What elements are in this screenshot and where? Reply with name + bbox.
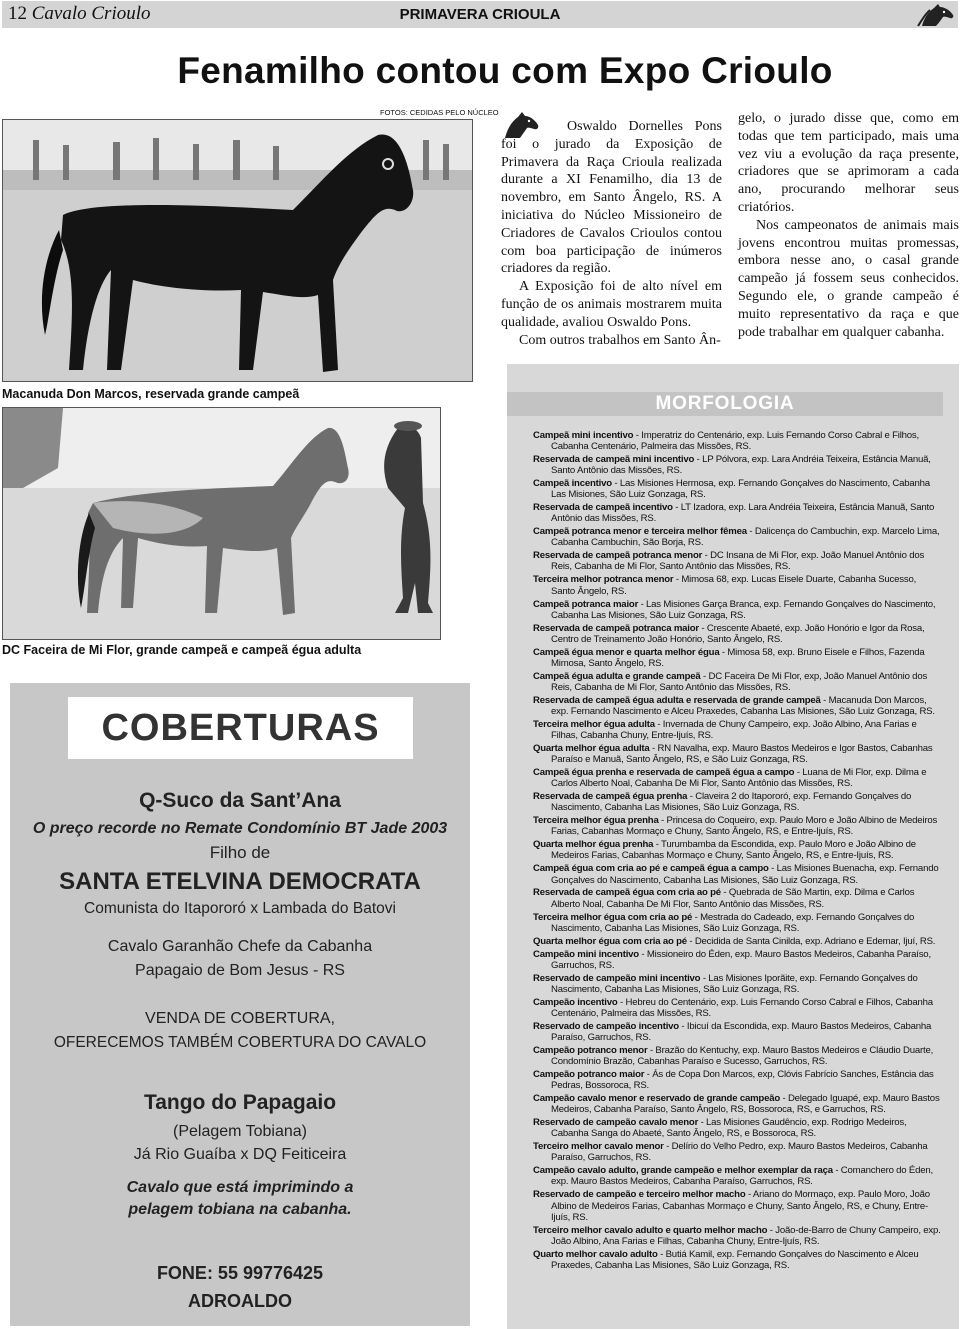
result-entry — [533, 502, 941, 524]
result-entry — [533, 1117, 941, 1139]
photo-caption-1: Macanuda Don Marcos, reservada grande campeã — [2, 387, 300, 401]
result-detail: - Ariano do Mormaço, exp. Paulo Moro, João Albino de Medeiros Farias, Cabanhas Mormaço e Chuny, Santo Ângelo, RS, e Chuny, Entre-Ijuís, RS. — [551, 1189, 930, 1223]
result-detail: - Claveira 2 do Itapororó, exp. Fernando Gonçalves do Nascimento, Cabanha Las Misiones, São Luiz Gonzaga, RS. — [551, 791, 912, 814]
result-entry — [533, 743, 941, 765]
article-paragraph: Nos campeonatos de animais mais jovens encontrou muitas promessas, embora nesse ano, o casal grande campeão já fossem seus conhecidos. Segundo ele, o grande campeão é muito representativo da raça e que pode trabalhar em qualquer cabanha. — [738, 217, 959, 340]
result-award: Reservada de campeã potranca maior — [533, 622, 699, 634]
result-detail: - Invernada de Chuny Campeiro, exp. João Albino, Ana Farias e Filhas, Cabanha Chuny, Entre-Ijuís, RS. — [551, 718, 917, 742]
ad-coat: (Pelagem Tobiana) — [172, 1123, 307, 1140]
ad-horse2-name: Tango do Papagaio — [143, 1091, 337, 1114]
result-entry — [533, 997, 941, 1019]
result-award: Reservada de campeã égua adulta e reservada de grande campeã — [533, 694, 821, 706]
result-detail: - Mestrada do Cadeado, exp. Fernando Gonçalves do Nascimento, Cabanha Las Misiones, São Luiz Gonzaga, RS. — [551, 911, 915, 934]
result-entry — [533, 863, 941, 885]
result-detail: - Delírio do Velho Pedro, exp. Mauro Bastos Medeiros, Cabanha Paraíso, Garruchos, RS. — [551, 1141, 928, 1164]
result-award: Campeão incentivo — [533, 996, 618, 1008]
result-detail: - Crescente Abaeté, exp. João Honório e Igor da Rosa, Centro de Treinamento João Honório, Santo Ângelo, RS. — [551, 622, 925, 645]
ad-son-of: Filho de — [209, 843, 271, 862]
result-award: Quarta melhor égua com cria ao pé — [533, 935, 687, 947]
result-detail: - LT Izadora, exp. Lara Andréia Teixeira, Estância Manuã, Santo Antônio das Missões, RS. — [551, 502, 935, 525]
ad-role-line-1: Cavalo Garanhão Chefe da Cabanha — [107, 938, 373, 955]
result-entry — [533, 671, 941, 693]
ad-tagline-1: Cavalo que está imprimindo a — [126, 1179, 354, 1196]
result-award: Terceiro melhor cavalo adulto e quarto melhor macho — [533, 1224, 768, 1236]
article-column-1 — [501, 118, 722, 349]
result-entry — [533, 719, 941, 741]
result-award: Campeã égua adulta e grande campeã — [533, 670, 701, 682]
morfologia-title: MORFOLOGIA — [655, 393, 795, 414]
result-entry — [533, 526, 941, 548]
result-detail: - João-de-Barro de Chuny Campeiro, exp. João Albino, Ana Farias e Filhas, Cabanha Chuny, Entre-Ijuís, RS. — [551, 1224, 941, 1247]
result-award: Campeã incentivo — [533, 478, 612, 490]
result-award: Reservada de campeã mini incentivo — [533, 454, 695, 466]
result-entry — [533, 1165, 941, 1187]
result-entry — [533, 887, 941, 909]
result-entry — [533, 839, 941, 861]
result-award: Campeã potranca menor e terceira melhor fêmea — [533, 526, 747, 538]
result-entry — [533, 767, 941, 789]
ad-record: O preço recorde no Remate Condomínio BT Jade 2003 — [32, 820, 448, 837]
result-entry — [533, 1141, 941, 1163]
ad-sire: SANTA ETELVINA DEMOCRATA — [59, 868, 421, 895]
result-detail: - Turumbamba da Escondida, exp. Paulo Moro e João Albino de Medeiros Farias, Cabanhas Mormaço e Chuny, Santo Ângelo, RS, e Entre-Ijuís, RS. — [551, 839, 916, 862]
result-award: Quarta melhor égua prenha — [533, 839, 654, 851]
result-award: Reservada de campeã égua com cria ao pé — [533, 887, 721, 899]
ad-tagline-2: pelagem tobiana na cabanha. — [128, 1201, 352, 1218]
result-detail: - Princesa do Coqueiro, exp. Paulo Moro e João Albino de Medeiros Farias, Cabanhas Mormaço e Chuny, Santo Ângelo, RS, e Entre-Ijuís, RS. — [551, 815, 938, 838]
horse-head-icon — [916, 2, 956, 28]
headline: Fenamilho contou com Expo Crioulo — [177, 50, 833, 91]
result-entry — [533, 1225, 941, 1247]
result-award: Terceiro melhor cavalo menor — [533, 1141, 664, 1153]
article-paragraph: Oswaldo Dornelles Pons foi o jurado da Exposição de Primavera da Raça Crioula realizada durante a XI Fenamilho, dia 13 de novembro, em Santo Ângelo, RS. A iniciativa do Núcleo Missioneiro de Criadores de Cavalos Crioulos contou com boa participação de inúmeros criadores da região. — [501, 119, 722, 277]
result-award: Terceira melhor potranca menor — [533, 574, 674, 586]
result-entry — [533, 478, 941, 500]
result-entry — [533, 936, 941, 947]
result-award: Campeã potranca maior — [533, 598, 639, 610]
horse-photo-2-image — [3, 408, 440, 639]
result-award: Quarto melhor cavalo adulto — [533, 1248, 658, 1260]
result-entry — [533, 1189, 941, 1222]
result-detail: - Comanchero do Éden, exp. Mauro Bastos Medeiros, Cabanha Paraíso, Garruchos, RS. — [551, 1165, 933, 1188]
morfologia-results — [533, 430, 941, 1273]
result-entry — [533, 623, 941, 645]
result-detail: - Delegado Iguapé, exp. Mauro Bastos Medeiros, Cabanha Paraíso, Santo Ângelo, RS, Bossoroca, RS, e Garruchos, RS. — [551, 1093, 940, 1116]
result-award: Terceira melhor égua com cria ao pé — [533, 911, 693, 923]
result-entry — [533, 1249, 941, 1271]
result-detail: - Luana de Mi Flor, exp. Dilma e Carlos Alberto Noal, Cabanha De Mi Flor, Santo Antônio das Missões, RS. — [551, 767, 927, 790]
result-entry — [533, 599, 941, 621]
section-title: PRIMAVERA CRIOULA — [399, 6, 561, 23]
result-detail: - Imperatriz do Centenário, exp. Luis Fernando Corso Cabral e Filhos, Cabanha Centenário, Palmeira das Missões, RS. — [551, 430, 919, 453]
result-award: Campeã égua com cria ao pé e campeã égua a campo — [533, 863, 769, 875]
result-detail: - Las Misiones Buenacha, exp. Fernando Gonçalves do Nascimento, Cabanha Las Misiones, São Luiz Gonzaga, RS. — [551, 863, 939, 886]
result-entry — [533, 1045, 941, 1067]
ad-phone: FONE: 55 99776425 — [156, 1263, 324, 1283]
horse-photo-1-image — [3, 120, 472, 381]
result-award: Reservada de campeã incentivo — [533, 502, 673, 514]
result-award: Reservado de campeão mini incentivo — [533, 972, 701, 984]
result-entry — [533, 912, 941, 934]
page-number: 12 Cavalo Crioulo — [8, 3, 151, 24]
horse-photo-2 — [2, 407, 441, 640]
result-award: Terceira melhor égua adulta — [533, 718, 655, 730]
article-column-2 — [738, 110, 959, 341]
result-detail: - Mimosa 68, exp. Lucas Eisele Duarte, Cabanha Sucesso, Santo Ângelo, RS. — [551, 574, 917, 597]
result-award: Reservada de campeã potranca menor — [533, 550, 703, 562]
result-detail: - Macanuda Don Marcos, exp. Fernando Nascimento e Alceu Praxedes, Cabanha Las Misiones, São Luiz Gonzaga, RS. — [551, 694, 935, 717]
result-entry — [533, 1093, 941, 1115]
coberturas-ad — [10, 683, 470, 1326]
result-detail: - Brazão do Kentuchy, exp. Mauro Bastos Medeiros e Cláudio Duarte, Condomínio Brazão, Cabanhas Paraíso e Sucesso, Garruchos, RS. — [551, 1044, 934, 1068]
ad-horse1-name: Q-Suco da Sant’Ana — [139, 789, 341, 812]
result-award: Reservado de campeão cavalo menor — [533, 1117, 699, 1129]
result-award: Reservado de campeão e terceiro melhor macho — [533, 1189, 746, 1201]
horse-photo-1 — [2, 119, 473, 382]
result-award: Reservado de campeão incentivo — [533, 1020, 679, 1032]
result-detail: - LP Pólvora, exp. Lara Andréia Teixeira, Estância Manuã, Santo Antônio das Missões, RS. — [551, 454, 931, 477]
result-award: Campeão potranco menor — [533, 1044, 648, 1056]
result-entry — [533, 647, 941, 669]
result-entry — [533, 973, 941, 995]
result-entry — [533, 454, 941, 476]
result-detail: - Dalicença do Cambuchin, exp. Marcelo Lima, Cabanha Cambuchin, São Borja, RS. — [551, 526, 940, 549]
result-entry — [533, 1021, 941, 1043]
article-paragraph: gelo, o jurado disse que, como em todas que tem participado, mais uma vez viu a evolução da raça presente, criadores que se aprimoram a cada ano, procurando melhorar seus criatórios. — [738, 111, 959, 215]
result-entry — [533, 695, 941, 717]
result-detail: - Ás de Copa Don Marcos, exp, Clóvis Fabrício Sanches, Estância das Pedras, Bossoroca, RS. — [551, 1069, 934, 1092]
result-detail: - DC Insana de Mi Flor, exp. João Manuel Antônio dos Reis, Cabanha de Mi Flor, Santo Antônio das Missões, RS. — [551, 550, 925, 573]
result-award: Campeã égua menor e quarta melhor égua — [533, 646, 720, 658]
result-detail: - Butiá Kamil, exp. Fernando Gonçalves do Nascimento e Alceu Praxedes, Cabanha Las Misiones, São Luiz Gonzaga, RS. — [551, 1248, 919, 1271]
result-detail: - Las Misiones Hermosa, exp. Fernando Gonçalves do Nascimento, Cabanha Las Misiones, São Luiz Gonzaga, RS. — [551, 478, 930, 501]
result-detail: - Mimosa 58, exp. Bruno Eisele e Filhos, Fazenda Mimosa, Santo Ângelo, RS. — [551, 646, 925, 669]
article-paragraph: Com outros trabalhos em Santo Ân- — [519, 332, 721, 348]
result-entry — [533, 815, 941, 837]
result-award: Campeão cavalo adulto, grande campeão e melhor exemplar da raça — [533, 1165, 833, 1177]
result-entry — [533, 949, 941, 971]
result-award: Quarta melhor égua adulta — [533, 743, 650, 755]
ad-sale-line-1: VENDA DE COBERTURA, — [145, 1010, 335, 1027]
result-detail: - Las Misiones Gaudêncio, exp. Rodrigo Medeiros, Cabanha Sanga do Abaeté, Santo Ângelo, RS, e Bossoroca, RS. — [551, 1117, 907, 1140]
photo-caption-2: DC Faceira de Mi Flor, grande campeã e campeã égua adulta — [2, 643, 362, 657]
result-award: Campeão potranco maior — [533, 1069, 645, 1081]
result-entry — [533, 430, 941, 452]
result-award: Campeão cavalo menor e reservado de grande campeão — [533, 1093, 781, 1105]
result-award: Campeã mini incentivo — [533, 430, 634, 441]
result-award: Terceira melhor égua prenha — [533, 815, 659, 827]
ad-title: COBERTURAS — [101, 707, 380, 749]
result-entry — [533, 550, 941, 572]
result-detail: - Hebreu do Centenário, exp. Luis Fernando Corso Cabral e Filhos, Cabanha Centenário, Palmeira das Missões, RS. — [551, 996, 933, 1019]
result-award: Reservada de campeã égua prenha — [533, 791, 688, 803]
ad-sale-line-2: OFERECEMOS TAMBÉM COBERTURA DO CAVALO — [53, 1034, 427, 1051]
ad-horse2-parents: Já Rio Guaíba x DQ Feiticeira — [133, 1146, 347, 1163]
ad-role-line-2: Papagaio de Bom Jesus - RS — [135, 962, 345, 979]
result-detail: - RN Navalha, exp. Mauro Bastos Medeiros e Igor Bastos, Cabanhas Paraíso e Manuã, Santo Ângelo, RS, e São Luiz Gonzaga, RS. — [551, 743, 933, 766]
photo-credit: FOTOS: CEDIDAS PELO NÚCLEO — [380, 108, 499, 117]
result-detail: - Quebrada de São Martin, exp. Dilma e Carlos Alberto Noal, Cabanha De Mi Flor, Santo Antônio das Missões, RS. — [551, 887, 915, 910]
result-detail: - DC Faceira De Mi Flor, exp, João Manuel Antônio dos Reis, Cabanha de Mi Flor, Santo Antônio das Missões, RS. — [551, 670, 928, 693]
ad-contact: ADROALDO — [188, 1291, 292, 1311]
result-entry — [533, 791, 941, 813]
result-detail: - Decidida de Santa Cinilda, exp. Adriano e Edemar, Ijuí, RS. — [686, 935, 936, 947]
result-entry — [533, 574, 941, 596]
result-detail: - Las Misiones Garça Branca, exp. Fernando Gonçalves do Nascimento, Cabanha Las Misiones, São Luiz Gonzaga, RS. — [551, 598, 936, 621]
result-detail: - Las Misiones Iporãite, exp. Fernando Gonçalves do Nascimento, Cabanha Las Misiones, São Luiz Gonzaga, RS. — [551, 972, 918, 995]
ad-sire-parents: Comunista do Itapororó x Lambada do Batovi — [84, 900, 396, 917]
article-paragraph: A Exposição foi de alto nível em função de os animais mostrarem muita qualidade, avaliou Oswaldo Pons. — [501, 279, 722, 330]
result-detail: - Missioneiro do Éden, exp. Mauro Bastos Medeiros, Cabanha Paraíso, Garruchos, RS. — [551, 948, 931, 971]
result-award: Campeão mini incentivo — [533, 948, 639, 960]
result-detail: - Ibicuí da Escondida, exp. Mauro Bastos Medeiros, Cabanha Paraíso, Garruchos, RS. — [551, 1020, 932, 1043]
result-award: Campeã égua prenha e reservada de campeã égua a campo — [533, 767, 795, 779]
publication-name: Cavalo Crioulo — [31, 3, 151, 24]
result-entry — [533, 1069, 941, 1091]
